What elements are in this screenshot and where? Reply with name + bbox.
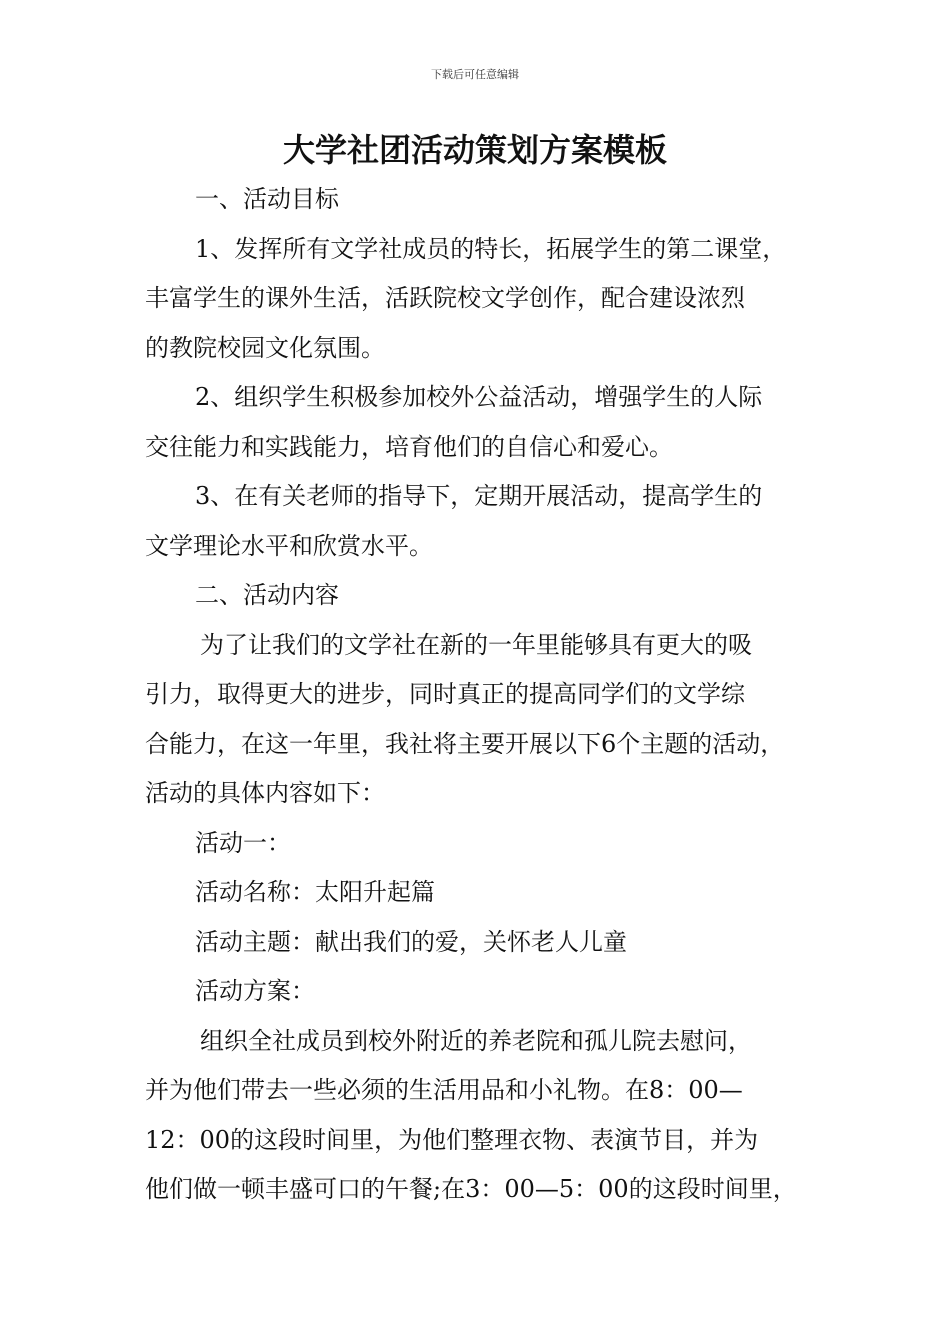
text-line: 为了让我们的文学社在新的一年里能够具有更大的吸 [200, 630, 752, 659]
header-note: 下载后可任意编辑 [431, 68, 519, 81]
text-line: 的教院校园文化氛围。 [145, 333, 385, 362]
text-line: 活动一： [195, 828, 291, 857]
text-line: 二、活动内容 [195, 581, 339, 609]
text-line: 并为他们带去一些必须的生活用品和小礼物。在8：00— [145, 1076, 743, 1104]
text-line: 交往能力和实践能力，培育他们的自信心和爱心。 [145, 432, 673, 461]
text-line: 一、活动目标 [195, 185, 339, 213]
text-line: 1、发挥所有文学社成员的特长，拓展学生的第二课堂， [195, 234, 787, 263]
text-line: 丰富学生的课外生活，活跃院校文学创作，配合建设浓烈 [145, 284, 745, 312]
text-line: 合能力，在这一年里，我社将主要开展以下6个主题的活动， [145, 729, 785, 758]
text-line: 活动名称：太阳升起篇 [195, 878, 435, 906]
text-line: 12：00的这段时间里，为他们整理衣物、表演节目，并为 [145, 1125, 759, 1154]
text-line: 他们做一顿丰盛可口的午餐;在3：00—5：00的这段时间里， [145, 1175, 797, 1203]
text-line: 引力，取得更大的进步，同时真正的提高同学们的文学综 [145, 680, 745, 708]
text-line: 文学理论水平和欣赏水平。 [145, 531, 433, 560]
text-line: 组织全社成员到校外附近的养老院和孤儿院去慰问， [200, 1026, 752, 1055]
document-body [145, 175, 815, 1215]
text-line: 3、在有关老师的指导下，定期开展活动，提高学生的 [195, 482, 763, 510]
text-line: 2、组织学生积极参加校外公益活动，增强学生的人际 [195, 383, 763, 411]
text-line: 活动方案： [195, 977, 315, 1005]
text-line: 活动主题：献出我们的爱，关怀老人儿童 [195, 927, 627, 956]
document-title: 大学社团活动策划方案模板 [282, 131, 667, 169]
text-line: 活动的具体内容如下： [145, 779, 385, 807]
